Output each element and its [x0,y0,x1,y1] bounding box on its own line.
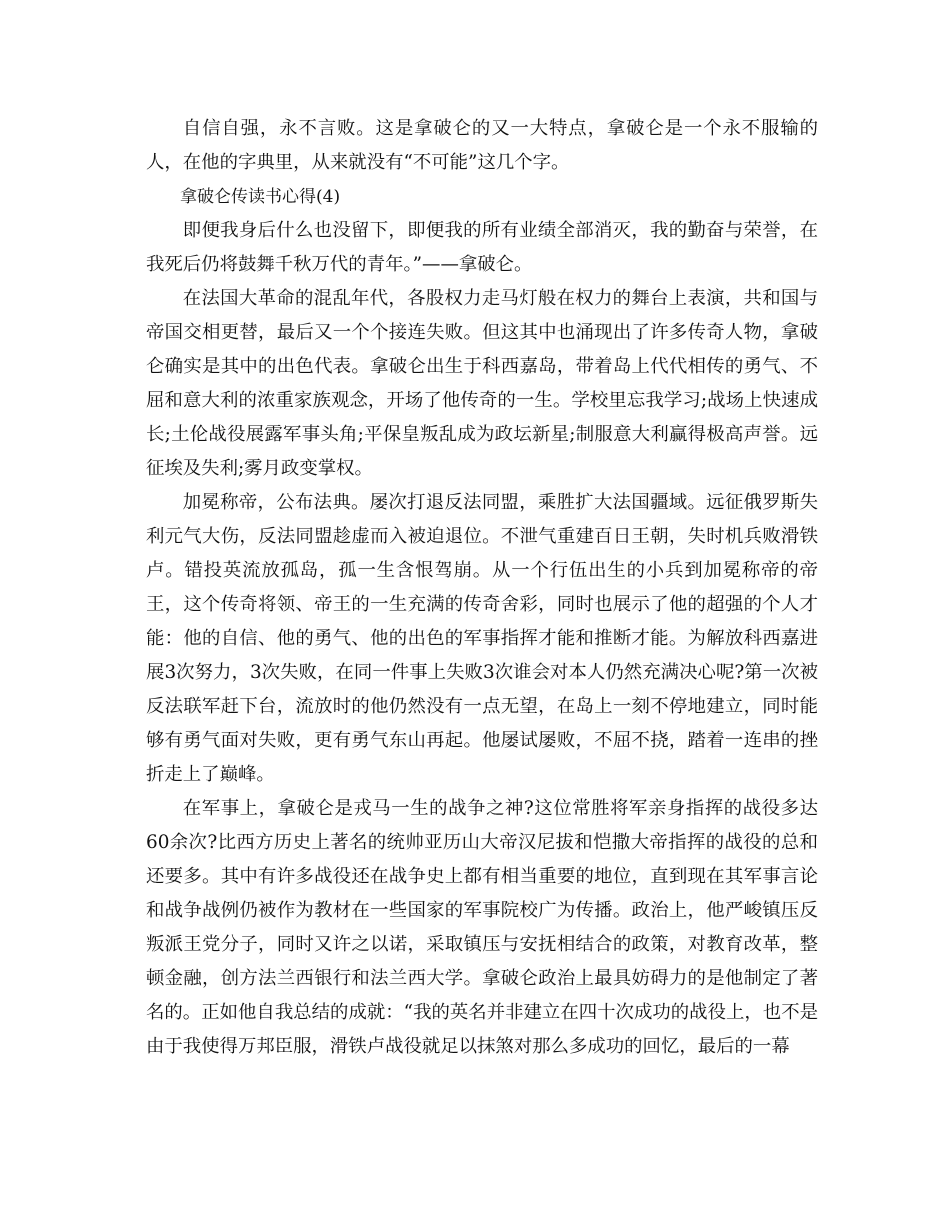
paragraph: 加冕称帝，公布法典。屡次打退反法同盟，乘胜扩大法国疆域。远征俄罗斯失利元气大伤，反法同盟趁虚而入被迫退位。不泄气重建百日王朝，失时机兵败滑铁卢。错投英流放孤岛，孤一生含恨驾崩。从一个行伍出生的小兵到加冕称帝的帝王，这个传奇将领、帝王的一生充满的传奇舍彩，同时也展示了他的超强的个人才能：他的自信、他的勇气、他的出色的军事指挥才能和推断才能。为解放科西嘉进展3次努力，3次失败，在同一件事上失败3次谁会对本人仍然充满决心呢?第一次被反法联军赶下台，流放时的他仍然没有一点无望，在岛上一刻不停地建立，同时能够有勇气面对失败，更有勇气东山再起。他屡试屡败，不屈不挠，踏着一连串的挫折走上了巅峰。 [146,492,818,785]
document-body [146,112,818,1064]
paragraph: 在军事上，拿破仑是戎马一生的战争之神?这位常胜将军亲身指挥的战役多达60余次?比西方历史上著名的统帅亚历山大帝汉尼拔和恺撒大帝指挥的战役的总和还要多。其中有许多战役还在战争史上都有相当重要的地位，直到现在其军事言论和战争战例仍被作为教材在一些国家的军事院校广为传播。政治上，他严峻镇压反叛派王党分子，同时又许之以诺，采取镇压与安抚相结合的政策，对教育改革，整顿金融，创方法兰西银行和法兰西大学。拿破仑政治上最具妨碍力的是他制定了著名的。正如他自我总结的成就：“我的英名并非建立在四十次成功的战役上，也不是由于我使得万邦臣服，滑铁卢战役就足以抹煞对那么多成功的回忆，最后的一幕 [146,798,818,1057]
paragraph: 自信自强，永不言败。这是拿破仑的又一大特点，拿破仑是一个永不服输的人，在他的字典里，从来就没有“不可能”这几个字。 [146,118,818,173]
paragraph: 即便我身后什么也没留下，即便我的所有业绩全部消灭，我的勤奋与荣誉，在我死后仍将鼓舞千秋万代的青年。”——拿破仑。 [146,220,818,275]
paragraph: 在法国大革命的混乱年代，各股权力走马灯般在权力的舞台上表演，共和国与帝国交相更替，最后又一个个接连失败。但这其中也涌现出了许多传奇人物，拿破仑确实是其中的出色代表。拿破仑出生于科西嘉岛，带着岛上代代相传的勇气、不屈和意大利的浓重家族观念，开场了他传奇的一生。学校里忘我学习;战场上快速成长;土伦战役展露军事头角;平保皇叛乱成为政坛新星;制服意大利赢得极高声誉。远征埃及失利;雾月政变掌权。 [146,288,818,479]
section-heading: 拿破仑传读书心得(4) [180,187,341,207]
